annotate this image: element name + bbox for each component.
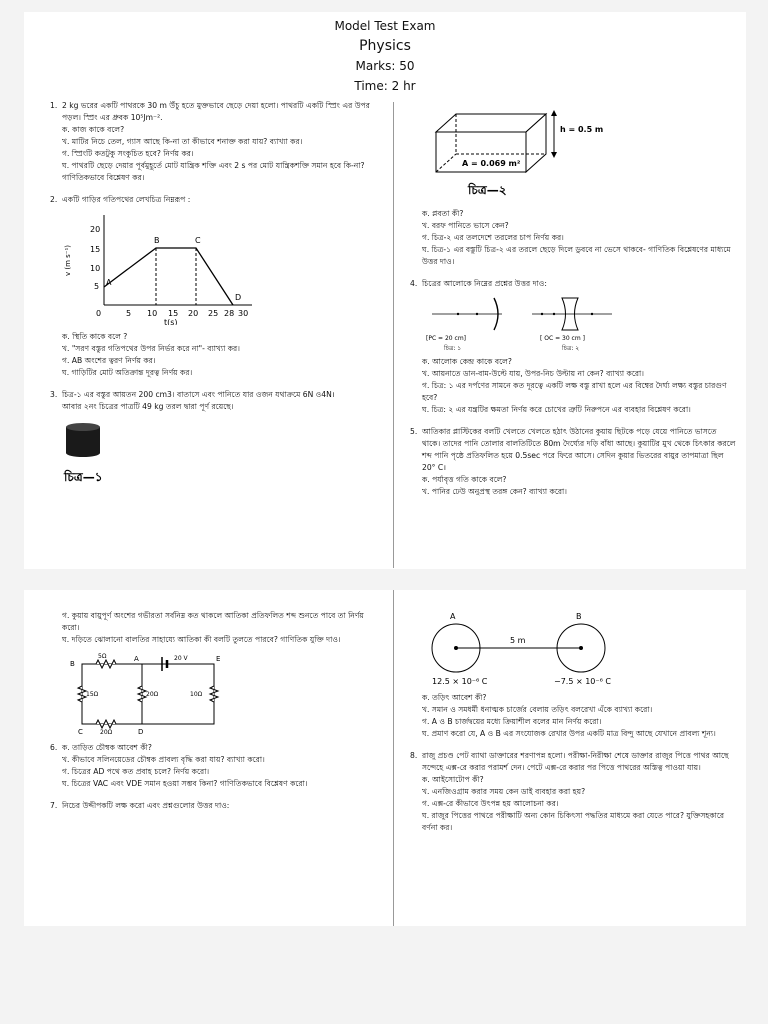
sub-question-b: খ. "সরণ বস্তুর গতিপথের উপর নির্ভর করে না"- ব্যাখ্যা কর। [62, 344, 240, 353]
question-stem: চিত্রের আলোকে নিম্নের প্রশ্নের উত্তর দাও: [422, 279, 547, 288]
exam-header [24, 16, 746, 96]
resistor-label: 5Ω [98, 653, 107, 660]
x-tick: 0 [96, 309, 102, 318]
area-label: A = 0.069 m² [462, 159, 521, 168]
sub-question-d: ঘ. চিত্র-১ এর বস্তুটি চিত্র-২ এর তরলে ছেড়ে দিলে ডুববে না ভেসে থাকবে- গাণিতিক বিশ্লেষণের মাধ্যমে উত্তর দাও। [422, 245, 731, 266]
fig1-label: [PC = 20 cm] [426, 335, 467, 342]
sub-question-c: গ. স্প্রিংটি কতটুকু সংকুচিত হবে? নির্ণয় কর। [62, 149, 194, 158]
question-stem-cont: আবার ২নং চিত্রের পাত্রটি 49 kg তরল দ্বারা পূর্ণ রয়েছে। [62, 402, 234, 411]
question-number: 3. [50, 390, 58, 399]
sub-question-b: খ. আয়নাতে ডান-বাম-উল্টে যায়, উপর-নিচ উল্টায় না কেন? ব্যাখ্যা করো। [422, 369, 644, 378]
resistor-label: 10Ω [190, 691, 203, 698]
charge-label-a: A [450, 612, 456, 621]
sub-question-a: ক. তাড়িত চৌম্বক আবেশ কী? [62, 743, 152, 752]
q7-sub-question-b: খ. সমান ও সমধর্মী ধনাত্মক চার্জের বেলায় তড়িৎ বলরেখা এঁকে ব্যাখ্যা করো। [422, 705, 653, 714]
sub-question-c: গ. চিত্র-২ এর তলদেশে তরলের চাপ নির্ণয় কর। [422, 233, 564, 242]
question-stem: রাজু প্রচণ্ড পেট ব্যাথা ডাক্তারের শরণাপন্ন হলো। পরীক্ষা-নিরীক্ষা শেষে ডাক্তার রাজুর পিত্তে পাথর আছে সন্দেহে এক্স-রে করার পরামর্শ দেন। পেটে এক্স-রে করার পর পিত্তে পাথরের অস্তিত্ব পাওয়া যায়। [422, 751, 729, 772]
sub-question-a: ক. পর্যাবৃত্ত গতি কাকে বলে? [422, 475, 507, 484]
question-stem: একটি গাড়ির গতিপথের লেখচিত্র নিম্নরূপ : [62, 195, 191, 204]
point-label: A [106, 278, 112, 287]
exam-title: Model Test Exam [334, 19, 436, 33]
node-label: E [216, 655, 221, 663]
sub-question-b: খ. কীভাবে সলিনয়েডের চৌম্বক প্রাবল্য বৃদ্ধি করা যায়? ব্যাখ্যা করো। [62, 755, 265, 764]
x-tick: 15 [168, 309, 179, 318]
question-number: 5. [410, 427, 418, 436]
charges-figure [426, 610, 646, 690]
left-column [50, 100, 382, 495]
question-1 [50, 100, 382, 184]
sub-question-a: ক. আইসোটোপ কী? [422, 775, 484, 784]
node-label: D [138, 728, 144, 736]
time-label: Time: 2 hr [354, 79, 416, 93]
figure-2-tank [426, 102, 646, 202]
q7-sub-question-d: ঘ. প্রমাণ করো যে, A ও B এর সংযোজক রেখার উপর একটি মাত্র বিন্দু আছে যেখানে প্রাবল্য শূন্য। [422, 729, 716, 738]
question-8 [410, 750, 737, 834]
figure-optics [422, 290, 722, 352]
sub-question-c: গ. AB অংশের ত্বরণ নির্ণয় কর। [62, 356, 156, 365]
fig2-caption: চিত্র: ২ [562, 345, 580, 352]
sub-question-a: ক. স্থিতি কাকে বলে ? [62, 332, 128, 341]
circuit-diagram [66, 652, 226, 736]
sub-question-c: গ. চিত্রের AD পথে কত প্রবাহ চলে? নির্ণয় করো। [62, 767, 210, 776]
figure-2-caption: চিত্র—২ [468, 183, 507, 197]
height-label: h = 0.5 m [560, 125, 604, 134]
point-label: C [195, 236, 201, 245]
sub-question-b: খ. এনজিওগ্রাম করার সময় কেন ডাই ব্যবহার করা হয়? [422, 787, 586, 796]
figure-1-caption: চিত্র—১ [64, 470, 103, 484]
question-number: 1. [50, 101, 58, 110]
distance-label: 5 m [510, 636, 526, 645]
question-stem: আতিকার প্লাস্টিকের বলটি খেলতে খেলতে হঠাৎ উঠানের কুয়ায় ছিটকে পড়ে যেয়ে পানিতে ভাসতে থাকে। তাদের পানি তোলার বালতিটিতে 80m দৈর্ঘ্যের দড়ি বাঁধা আছে। কুয়াটির মুখ থেকে চিৎকার করলে শব্দ পানি পৃষ্ঠে প্রতিফলিত হয়ে 0.5sec পরে ফিরে আসে। সেদিন কুয়ার ভিতরের বায়ুর তাপমাত্রা ছিল 20° C। [422, 427, 736, 472]
question-stem: নিচের উদ্দীপকটি লক্ষ করো এবং প্রশ্নগুলোর উত্তর দাও: [62, 801, 230, 810]
question-3 [50, 389, 382, 489]
sub-question-a: ক. আলোক কেন্দ্র কাকে বলে? [422, 357, 512, 366]
sub-question-d: ঘ. পাথরটি ছেড়ে দেয়ার পূর্বমুহূর্তে মোট যান্ত্রিক শক্তি এবং 2 s পর মোট যান্ত্রিকশক্তি সমান হবে কি-না? গাণিতিকভাবে বিশ্লেষণ কর। [62, 161, 365, 182]
x-tick: 20 [188, 309, 199, 318]
sub-question-b: খ. পানির ঢেউ অনুপ্রস্থ তরঙ্গ কেন? ব্যাখ্যা করো। [422, 487, 567, 496]
y-tick: 5 [94, 282, 100, 291]
x-tick: 30 [238, 309, 249, 318]
node-label: C [78, 728, 83, 736]
q5-sub-question-d: ঘ. দড়িতে ঝোলানো বালতির সাহায্যে আতিকা কী বলটি তুলতে পারবে? গাণিতিক যুক্তি দাও। [62, 635, 341, 644]
question-5 [410, 426, 737, 498]
graph-ylabel: v (m s⁻¹) [64, 244, 72, 276]
sub-question-b: খ. বরফ পানিতে ভাসে কেন? [422, 221, 509, 230]
sub-question-c: গ. এক্স-রে কীভাবে উৎপন্ন হয় আলোচনা কর। [422, 799, 559, 808]
sub-question-d: ঘ. গাড়িটির মোট অতিক্রান্ত দূরত্ব নির্ণয় কর। [62, 368, 193, 377]
sub-question-b: খ. মাটির নিচে তেল, গ্যাস আছে কি-না তা কীভাবে শনাক্ত করা যায়? ব্যাখ্যা কর। [62, 137, 303, 146]
resistor-label: 15Ω [86, 691, 99, 698]
right-column [410, 610, 737, 840]
sub-question-a: ক. কাজ কাকে বলে? [62, 125, 125, 134]
x-tick: 10 [147, 309, 158, 318]
marks-label: Marks: 50 [355, 59, 415, 73]
node-label: B [70, 660, 75, 668]
sub-question-a: ক. প্লবতা কী? [422, 209, 464, 218]
question-7 [50, 800, 382, 812]
column-divider [393, 102, 394, 568]
q7-sub-question-c: গ. A ও B চার্জদ্বয়ের মধ্যে ক্রিয়াশীল বলের মান নির্ণয় করো। [422, 717, 602, 726]
question-6 [50, 742, 382, 790]
question-2 [50, 194, 382, 379]
question-number: 4. [410, 279, 418, 288]
question-stem: 2 kg ভরের একটি পাথরকে 30 m উঁচু হতে মুক্তভাবে ছেড়ে দেয়া হলো। পাথরটি একটি স্প্রিং এর উপর পড়ল। স্প্রিং এর ধ্রুবক 10⁵Jm⁻². [62, 101, 370, 122]
y-tick: 10 [90, 264, 101, 273]
exam-page-bottom [24, 590, 746, 926]
question-number: 6. [50, 743, 58, 752]
y-tick: 20 [90, 225, 101, 234]
x-tick: 28 [224, 309, 235, 318]
sub-question-c: গ. চিত্র: ১ এর দর্পণের সামনে কত দূরত্বে একটি লক্ষ বস্তু রাখা হলে এর বিম্বের দৈর্ঘ্য লক্ষ্য বস্তুর চারগুণ হবে? [422, 381, 727, 402]
charge-value-b: −7.5 × 10⁻⁶ C [554, 677, 611, 686]
sub-question-d: ঘ. রাজুর পিত্তের পাথরে পরীক্ষাটি অন্য কোন চিকিৎসা পদ্ধতির মাধ্যমে করা যেতে পারে? যুক্তিসহকারে বর্ণনা কর। [422, 811, 725, 832]
x-tick: 25 [208, 309, 219, 318]
column-divider [393, 590, 394, 926]
point-label: B [154, 236, 160, 245]
fig1-caption: চিত্র: ১ [444, 345, 462, 352]
question-number: 8. [410, 751, 418, 760]
exam-page-top [24, 12, 746, 569]
subject-title: Physics [359, 38, 411, 54]
charge-value-a: 12.5 × 10⁻⁶ C [432, 677, 488, 686]
velocity-time-graph [62, 210, 262, 325]
q7-sub-question-a: ক. তড়িৎ আবেশ কী? [422, 693, 487, 702]
question-number: 2. [50, 195, 58, 204]
question-stem: চিত্র-১ এর বস্তুর আয়তন 200 cm3। বাতাসে এবং পানিতে যার ওজন যথাক্রমে 6N ও4N। [62, 390, 335, 399]
graph-xlabel: t(s) [164, 318, 178, 325]
resistor-label: 20Ω [100, 729, 113, 736]
question-number: 7. [50, 801, 58, 810]
point-label: D [235, 293, 242, 302]
y-tick: 15 [90, 245, 101, 254]
x-tick: 5 [126, 309, 132, 318]
left-column [50, 610, 382, 818]
right-column [410, 102, 737, 504]
fig2-label: [ OC = 30 cm ] [540, 335, 585, 342]
node-label: A [134, 655, 139, 663]
q5-sub-question-c: গ. কুয়ায় বায়ুপূর্ণ অংশের গভীরতা সর্বনিম্ন কত থাকলে আতিকা প্রতিফলিত শব্দ শুনতে পাবে তা নির্ণয় করো। [62, 611, 364, 632]
sub-question-d: ঘ. চিত্র: ২ এর যন্ত্রটির ক্ষমতা নির্ণয় করে চোখের ত্রুটি নিরুপনে এর ব্যবহার বিশ্লেষণ করো। [422, 405, 691, 414]
battery-label: 20 V [174, 655, 188, 662]
resistor-label: 20Ω [146, 691, 159, 698]
figure-1-object [62, 419, 122, 489]
question-4 [410, 278, 737, 416]
charge-label-b: B [576, 612, 582, 621]
sub-question-d: ঘ. চিত্রের VAC এবং VDE সমান হওয়া সম্ভব কিনা? গাণিতিকভাবে বিশ্লেষণ করো। [62, 779, 308, 788]
